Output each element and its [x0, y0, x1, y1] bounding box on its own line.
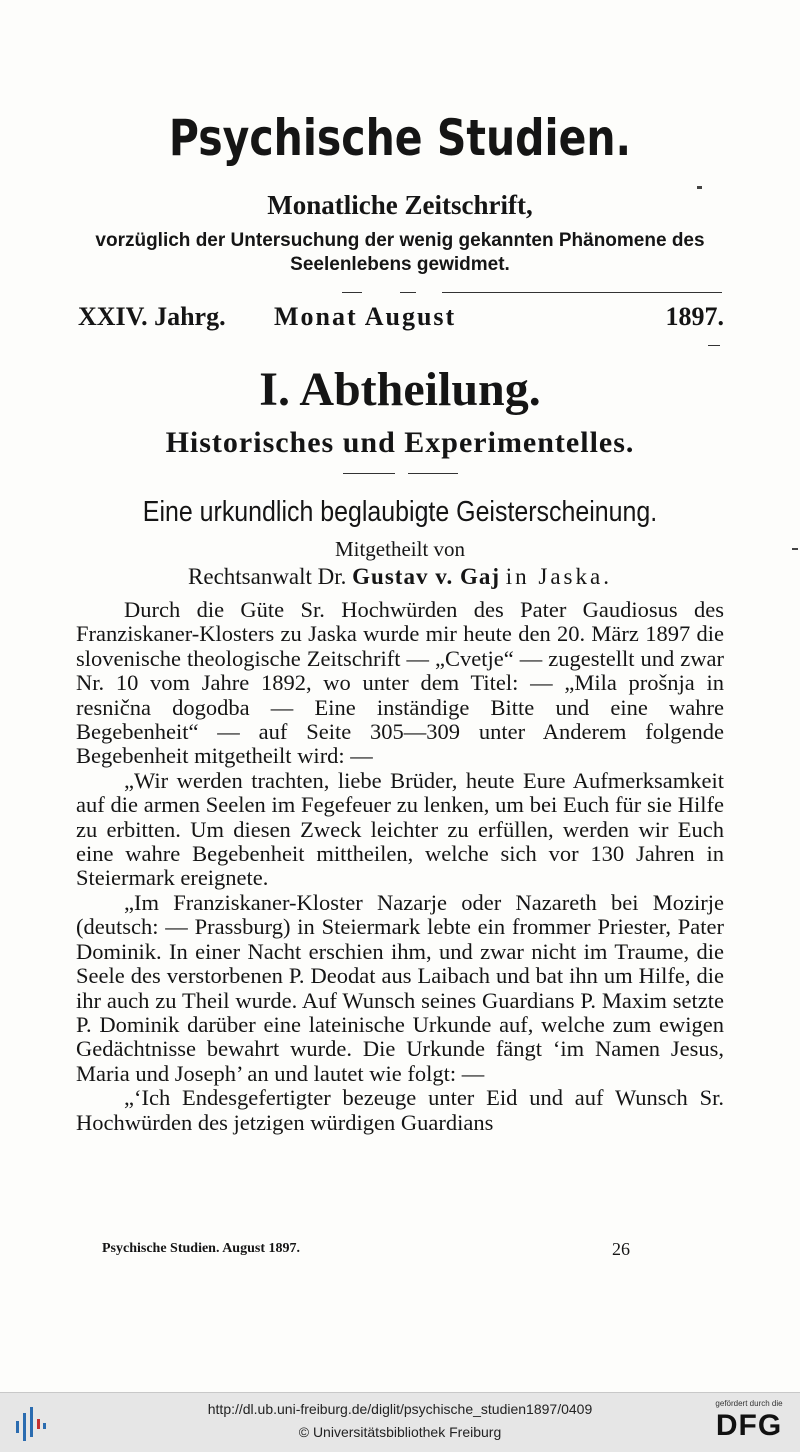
- section-divider: [408, 473, 458, 474]
- body-paragraph: „Im Franziskaner-Kloster Nazarje oder Nazareth bei Mozirje (deutsch: — Prassburg) in Steiermark lebte ein frommer Priester, Pater Dominik. In einer Nacht erschien ihm, und zwar nicht im Traume, die Seele des verstorbenen P. Deodat aus Laibach und bat ihn um Hilfe, die ihr auch zu Theil wurde. Auf Wunsch seines Guardians P. Maxim setzte P. Dominik darüber eine lateinische Urkunde auf, welche zum ewigen Gedächtnisse bewahrt wurde. Die Urkunde fängt ‘im Namen Jesus, Maria und Joseph’ an und lautet wie folgt: —: [76, 889, 724, 1086]
- sponsor-note: gefördert durch die: [715, 1399, 783, 1408]
- issue-volume: XXIV. Jahrg.: [78, 302, 226, 331]
- byline: [0, 562, 800, 592]
- document-url[interactable]: http://dl.ub.uni-freiburg.de/diglit/psychische_studien1897/0409: [207, 1401, 593, 1417]
- journal-subtitle: Monatliche Zeitschrift,: [267, 190, 533, 220]
- byline-intro: Mitgetheilt von: [334, 537, 466, 561]
- scan-speck: [697, 186, 702, 189]
- scan-speck: [792, 548, 798, 550]
- masthead-rule: [342, 292, 362, 293]
- body-paragraph: Durch die Güte Sr. Hochwürden des Pater Gaudiosus des Franziskaner-Klosters zu Jaska wurde mir heute den 20. März 1897 die slovenische theologische Zeitschrift — „Cvetje“ — zugestellt und zwar Nr. 10 vom Jahre 1892, wo unter dem Titel: — „Mila prošnja in resnična dogodba — Eine inständige Bitte und eine wahre Begebenheit“ — auf Seite 305—309 unter Anderem folgende Begebenheit mitgetheilt wird: —: [76, 597, 724, 769]
- dfg-logo-text: DFG: [715, 1409, 783, 1442]
- journal-description: vorzüglich der Untersuchung der wenig gekannten Phänomene des Seelenlebens gewidmet.: [95, 230, 705, 275]
- section-subtitle: Historisches und Experimentelles.: [165, 426, 635, 459]
- byline-prefix: Rechtsanwalt Dr.: [188, 564, 347, 589]
- article-title: Eine urkundlich beglaubigte Geisterscheinung.: [142, 496, 658, 528]
- masthead-rule: [400, 292, 416, 293]
- section-divider: [343, 473, 395, 474]
- issue-year: 1897.: [665, 302, 724, 331]
- body-paragraph: „Wir werden trachten, liebe Brüder, heute Eure Aufmerksamkeit auf die armen Seelen im Fegefeuer zu lenken, um bei Euch für sie Hilfe zu erbitten. Um diesen Zweck leichter zu erfüllen, werden wir Euch eine wahre Begebenheit mittheilen, welche sich vor 130 Jahren in Steiermark ereignete.: [76, 767, 724, 891]
- running-footer-title: Psychische Studien. August 1897.: [102, 1241, 300, 1256]
- journal-title: Psychische Studien.: [168, 109, 632, 167]
- issue-month: Monat August: [274, 302, 457, 331]
- page-number: 26: [612, 1239, 630, 1259]
- byline-suffix: in Jaska.: [505, 564, 612, 589]
- article-body: [76, 598, 724, 1135]
- section-title: I. Abtheilung.: [259, 363, 541, 416]
- viewer-footer-bar: [0, 1392, 800, 1452]
- issue-rule: [708, 345, 720, 346]
- dfg-sponsor-logo: [704, 1399, 794, 1447]
- issue-line: [78, 302, 724, 336]
- body-paragraph: „‘Ich Endesgefertigter bezeuge unter Eid und auf Wunsch Sr. Hochwürden des jetzigen würdigen Guardians: [76, 1085, 724, 1135]
- author-name: Gustav v. Gaj: [352, 564, 500, 589]
- masthead-rule: [442, 292, 722, 293]
- copyright-notice: © Universitätsbibliothek Freiburg: [298, 1424, 502, 1440]
